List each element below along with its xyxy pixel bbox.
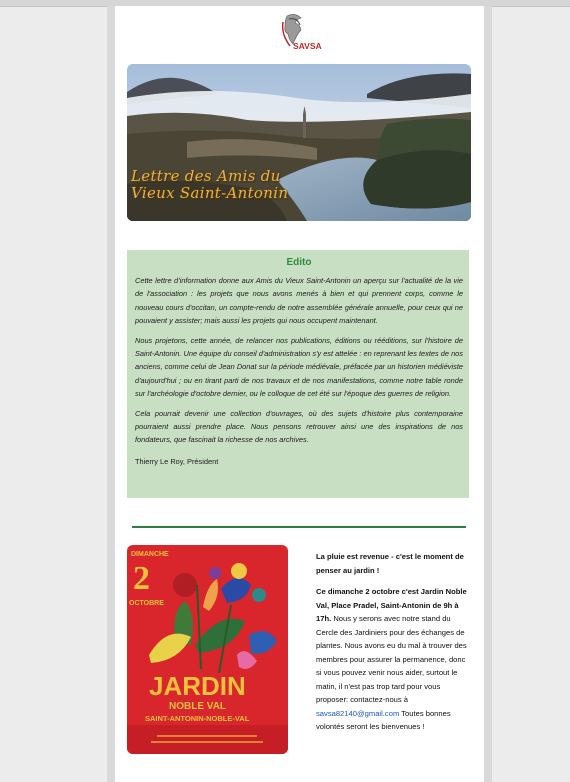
- article-body: Nous y serons avec notre stand du Cercle des Jardiniers pour des échanges de plantes. Nous avons eu du mal à trouver des membres pour assurer la permanence, donc si vous pouvez venir nous aider, surtout le matin, il n'est pas trop tard pour vous proposer: contactez-nous à: [316, 614, 467, 704]
- poster-month: OCTOBRE: [129, 600, 164, 607]
- edito-signature: Thierry Le Roy, Président: [135, 456, 219, 466]
- contact-email-link[interactable]: savsa82140@gmail.com: [316, 708, 400, 718]
- poster-title: JARDIN: [149, 671, 246, 701]
- poster-date-number: 2: [133, 560, 150, 597]
- edito-heading: Edito: [286, 257, 312, 268]
- section-divider: [132, 526, 466, 528]
- banner-title-line-1: Lettre des Amis du: [131, 167, 281, 185]
- left-margin: [107, 6, 115, 782]
- article-intro: La pluie est revenue - c'est le moment de penser au jardin !: [316, 552, 464, 575]
- banner-title-line-2: Vieux Saint-Antonin: [131, 184, 289, 202]
- edito-section: [127, 250, 469, 498]
- horse-head-icon: [273, 10, 325, 54]
- savsa-logo: [273, 10, 325, 54]
- newsletter-page: [115, 6, 484, 782]
- jardin-article: [316, 550, 470, 742]
- edito-paragraph-3: Cela pourrait devenir une collection d'ouvrages, où des sujets d'histoire plus contemporaine pourraient aussi prendre place. Nous pensons retrouver ainsi une des inspirations de nos fondateurs, que fascinait la richesse de nos archives.: [135, 408, 463, 445]
- header-banner-image: [127, 64, 471, 221]
- edito-paragraph-1: Cette lettre d'information donne aux Amis du Vieux Saint-Antonin un aperçu sur l'actualité de la vie de l'association : les projets que nous avons menés à bien et qui prennent corps, comme le nouveau cours d'occitan, un compte-rendu de notre assemblée générale annuelle, pour ceux qui ne pouvaient y assister; mais aussi les projets qui nous occupent maintenant.: [135, 276, 463, 326]
- banner-title: [131, 168, 288, 202]
- article-closing: Toutes bonnes volontés seront les bienvenues !: [316, 708, 451, 731]
- poster-day: DIMANCHE: [131, 551, 169, 558]
- edito-paragraph-2: Nous projetons, cette année, de relancer nos publications, éditions ou rééditions, sur l'histoire de Saint-Antonin. Une équipe du conseil d'administration s'y est attelée : en reprenant les textes de nos anciens, comme celui de Jean Donat sur la période médiévale, préfacée par un historien médiéviste d'aujourd'hui ; ou en tirant parti de nos travaux et de nos manifestations, comme notre table ronde sur l'archéologie d'octobre dernier, ou le colloque de cet été sur l'époque des guerres de religion.: [135, 335, 463, 399]
- article-event-details: Ce dimanche 2 octobre c'est Jardin Noble Val, Place Pradel, Saint-Antonin de 9h à 17h.: [316, 587, 467, 623]
- right-margin: [484, 6, 492, 782]
- poster-subtitle: NOBLE VAL: [169, 701, 227, 712]
- poster-place: SAINT-ANTONIN-NOBLE-VAL: [145, 714, 250, 723]
- jardin-poster-image: [127, 545, 288, 754]
- logo-text: SAVSA: [293, 41, 322, 51]
